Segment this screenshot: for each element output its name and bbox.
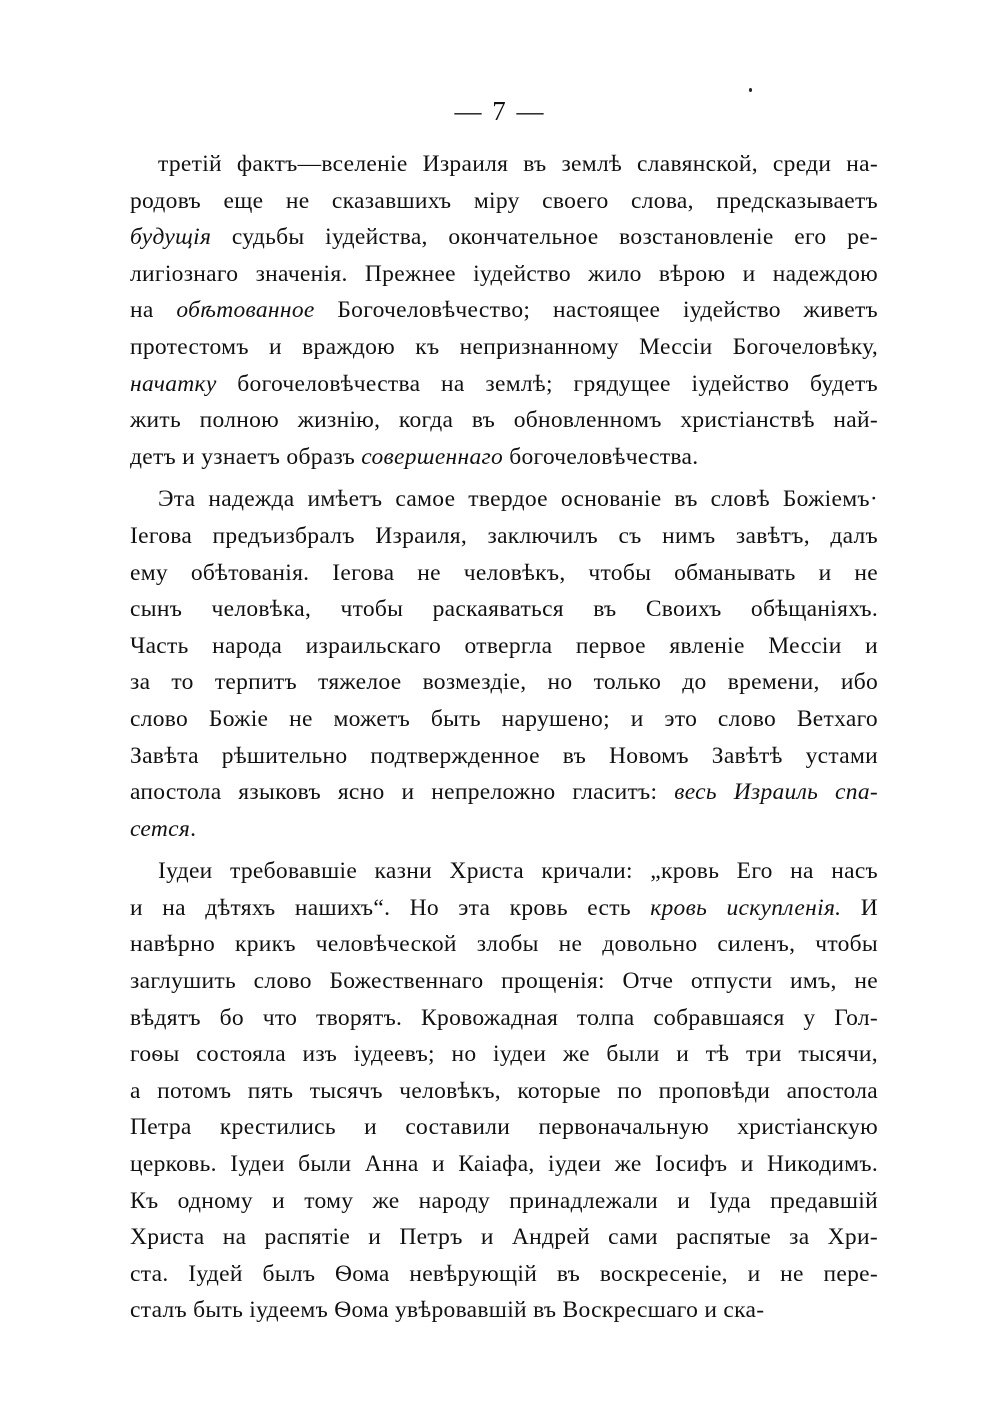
text-line bbox=[130, 811, 878, 848]
text-run: слово Божіе не можетъ быть нарушено; и это слово Ветхаго bbox=[130, 705, 878, 732]
text-line bbox=[130, 518, 878, 555]
text-run: а потомъ пять тысячъ человѣкъ, которые по проповѣди апостола bbox=[130, 1077, 878, 1104]
text-run: И bbox=[841, 894, 878, 921]
text-line bbox=[130, 329, 878, 366]
text-run: церковь. Іудеи были Анна и Каіафа, іудеи же Іосифъ и Никодимъ. bbox=[130, 1151, 878, 1178]
text-run: Эта надежда имѣетъ самое твердое основаніе въ словѣ Божіемъ· bbox=[158, 486, 878, 513]
text-line bbox=[130, 402, 878, 439]
text-line bbox=[130, 738, 878, 775]
text-run: Іудеи требовавшіе казни Христа кричали: „кровь Его на насъ bbox=[158, 858, 878, 885]
text-line bbox=[130, 1219, 878, 1256]
text-run: Петра крестились и составили первоначальную христіанскую bbox=[130, 1114, 878, 1141]
text-run: Часть народа израильскаго отвергла первое явленіе Мессіи и bbox=[130, 632, 878, 659]
text-line bbox=[130, 366, 878, 403]
text-run: судьбы іудейства, окончательное возстановленіе его ре- bbox=[211, 224, 878, 251]
text-line bbox=[130, 292, 878, 329]
text-line bbox=[130, 1036, 878, 1073]
text-run: жить полною жизнію, когда въ обновленномъ христіанствѣ най- bbox=[130, 407, 878, 434]
text-run: сынъ человѣка, чтобы раскаяваться въ Своихъ обѣщаніяхъ. bbox=[130, 596, 878, 623]
text-line bbox=[130, 1256, 878, 1293]
text-line bbox=[130, 853, 878, 890]
italic-run: будущія bbox=[130, 224, 212, 251]
text-run: богочеловѣчества. bbox=[503, 443, 699, 470]
text-run: детъ и узнаетъ образъ bbox=[130, 443, 362, 470]
text-run: Христа на распятіе и Петръ и Андрей сами распятые за Хри- bbox=[130, 1224, 878, 1251]
text-line bbox=[130, 1146, 878, 1183]
paragraph bbox=[130, 853, 878, 1329]
text-line bbox=[130, 183, 878, 220]
text-line bbox=[130, 963, 878, 1000]
text-run: Завѣта рѣшительно подтвержденное въ Новомъ Завѣтѣ устами bbox=[130, 742, 878, 769]
text-run: апостола языковъ ясно и непреложно гласитъ: bbox=[130, 779, 675, 806]
text-line bbox=[130, 1292, 878, 1329]
text-run: родовъ еще не сказавшихъ міру своего слова, предсказываетъ bbox=[130, 187, 878, 214]
text-line bbox=[130, 1073, 878, 1110]
text-line bbox=[130, 1109, 878, 1146]
text-line bbox=[130, 664, 878, 701]
page-number: — 7 — bbox=[454, 96, 546, 126]
text-line bbox=[130, 555, 878, 592]
paragraph bbox=[130, 146, 878, 475]
text-run: лигіознаго значенія. Прежнее іудейство жило вѣрою и надеждою bbox=[130, 260, 878, 287]
text-run: и на дѣтяхъ нашихъ“. Но эта кровь есть bbox=[130, 894, 651, 921]
italic-run: начатку bbox=[130, 370, 217, 397]
text-line bbox=[130, 256, 878, 293]
italic-run: кровь искупленія. bbox=[650, 894, 842, 921]
text-run: сталъ быть іудеемъ Ѳома увѣровавшій въ Воскресшаго и ска- bbox=[130, 1297, 765, 1324]
text-line bbox=[130, 926, 878, 963]
text-run: навѣрно крикъ человѣческой злобы не довольно силенъ, чтобы bbox=[130, 931, 878, 958]
text-line bbox=[130, 146, 878, 183]
text-run: на bbox=[130, 297, 177, 324]
italic-run: обѣтованное bbox=[176, 297, 315, 324]
italic-run: совершеннаго bbox=[361, 443, 504, 470]
text-line bbox=[130, 591, 878, 628]
text-line bbox=[130, 219, 878, 256]
text-run: богочеловѣчества на землѣ; грядущее іудейство будетъ bbox=[216, 370, 878, 397]
text-run: ста. Іудей былъ Ѳома невѣрующій въ воскресеніе, и не пере- bbox=[130, 1260, 878, 1287]
text-run: гоѳы состояла изъ іудеевъ; но іудеи же были и тѣ три тысячи, bbox=[130, 1041, 878, 1068]
text-line bbox=[130, 701, 878, 738]
text-run: Къ одному и тому же народу принадлежали и Іуда предавшій bbox=[130, 1187, 878, 1214]
text-line bbox=[130, 890, 878, 927]
text-line bbox=[130, 439, 878, 476]
text-run: вѣдятъ бо что творятъ. Кровожадная толпа собравшаяся у Гол- bbox=[130, 1004, 878, 1031]
page-body-text bbox=[130, 146, 878, 1329]
text-line bbox=[130, 628, 878, 665]
italic-run: весь Израиль спа- bbox=[674, 779, 878, 806]
ink-speck bbox=[749, 88, 752, 92]
text-run: Богочеловѣчество; настоящее іудейство живетъ bbox=[314, 297, 878, 324]
text-run: ему обѣтованія. Іегова не человѣкъ, чтобы обманывать и не bbox=[130, 559, 878, 586]
paragraph bbox=[130, 481, 878, 847]
italic-run: сется bbox=[130, 815, 191, 842]
text-run: Іегова предъизбралъ Израиля, заключилъ съ нимъ завѣтъ, далъ bbox=[130, 522, 878, 549]
text-line bbox=[130, 481, 878, 518]
text-run: . bbox=[190, 815, 197, 842]
text-run: третій фактъ—вселеніе Израиля въ землѣ славянской, среди на- bbox=[158, 151, 878, 177]
text-run: протестомъ и враждою къ непризнанному Мессіи Богочеловѣку, bbox=[130, 333, 878, 360]
text-run: заглушить слово Божественнаго прощенія: Отче отпусти имъ, не bbox=[130, 968, 878, 995]
text-line bbox=[130, 774, 878, 811]
text-line bbox=[130, 1183, 878, 1220]
text-run: за то терпитъ тяжелое возмездіе, но только до времени, ибо bbox=[130, 669, 878, 696]
text-line bbox=[130, 1000, 878, 1037]
